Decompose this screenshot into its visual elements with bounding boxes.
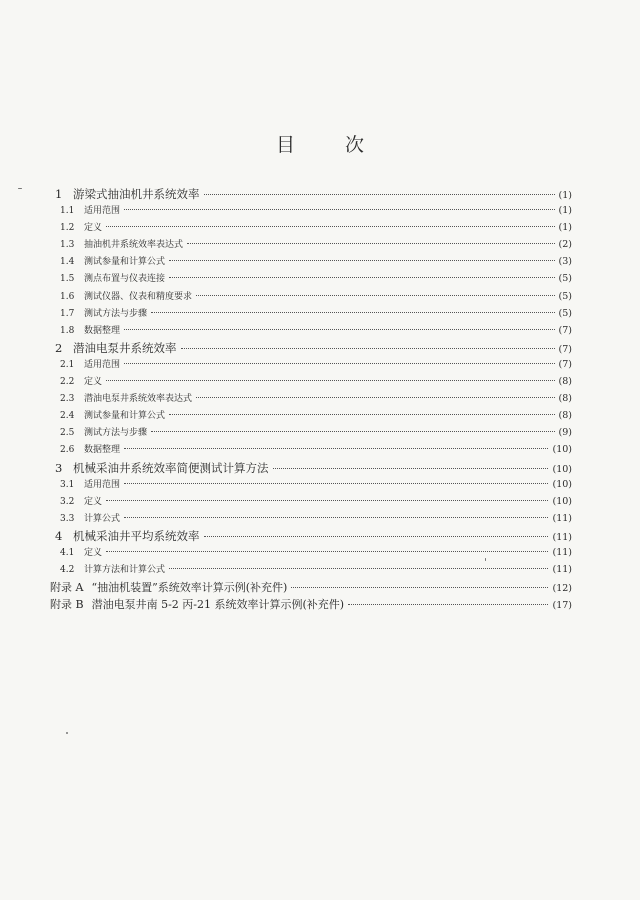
toc-entry-number: 3 <box>55 460 63 475</box>
title-char-2: 次 <box>345 134 365 156</box>
toc-section-entry <box>50 237 572 254</box>
toc-entry-title: 适用范围 <box>84 359 121 370</box>
toc-entry-number: 2.6 <box>60 445 75 456</box>
toc-entry-number: 1.6 <box>60 291 75 302</box>
toc-entry-title: 定义 <box>84 377 103 388</box>
dot-leader <box>181 348 555 349</box>
toc-entry-number: 附录 B <box>50 598 84 612</box>
toc-entry-page-number: (5) <box>558 307 572 319</box>
toc-entry-number: 4.1 <box>60 547 75 558</box>
toc-entry-page-number: (8) <box>558 393 572 405</box>
toc-entry-page-number: (7) <box>558 358 572 370</box>
toc-entry-page-number: (11) <box>552 531 572 543</box>
dot-leader <box>106 226 555 227</box>
toc-section-entry <box>50 494 572 511</box>
toc-appendix-entry <box>50 579 572 596</box>
dot-leader <box>187 243 555 244</box>
dot-leader <box>151 431 555 432</box>
dot-leader <box>196 295 555 296</box>
toc-entry-page-number: (2) <box>558 239 572 251</box>
dot-leader <box>124 448 548 449</box>
toc-entry-number: 2.4 <box>60 411 75 422</box>
toc-section-entry <box>50 391 572 408</box>
toc-section-entry <box>50 323 572 340</box>
toc-entry-title: 潜油电泵井南 5-2 丙-21 系统效率计算示例(补充件) <box>91 598 345 612</box>
toc-section-entry <box>50 477 572 494</box>
toc-entry-number: 3.3 <box>60 513 75 524</box>
toc-entry-page-number: (5) <box>558 273 572 285</box>
toc-entry-page-number: (1) <box>558 190 572 201</box>
toc-section-entry <box>50 562 572 579</box>
toc-entry-number: 3.2 <box>60 496 75 507</box>
dot-leader <box>273 468 549 469</box>
toc-entry-title: 计算公式 <box>84 513 121 524</box>
toc-section-entry <box>50 442 572 459</box>
toc-entry-title: 测点布置与仪表连接 <box>84 274 166 285</box>
toc-appendix-entry <box>50 596 572 613</box>
dot-leader <box>169 260 555 261</box>
toc-entry-title: 机械采油井平均系统效率 <box>73 528 200 543</box>
dot-leader <box>196 397 555 398</box>
toc-section-entry <box>50 203 572 220</box>
toc-entry-title: 潜油电泵井系统效率表达式 <box>84 394 193 405</box>
toc-entry-title: 测试参量和计算公式 <box>84 257 166 268</box>
toc-entry-page-number: (10) <box>552 495 572 507</box>
dot-leader <box>204 536 549 537</box>
dot-leader <box>106 380 555 381</box>
toc-entry-page-number: (12) <box>552 583 572 595</box>
toc-entry-title: 测试参量和计算公式 <box>84 411 166 422</box>
dot-leader <box>106 500 548 501</box>
page-title <box>0 130 640 157</box>
toc-section-entry <box>50 408 572 425</box>
toc-entry-page-number: (11) <box>552 564 572 576</box>
toc-entry-page-number: (10) <box>552 478 572 490</box>
toc-section-entry <box>50 220 572 237</box>
toc-entry-title: 计算方法和计算公式 <box>84 565 166 576</box>
toc-entry-number: 1.2 <box>60 223 75 234</box>
toc-entry-number: 2 <box>55 340 63 355</box>
toc-entry-title: 数据整理 <box>84 325 121 336</box>
toc-section-entry <box>50 374 572 391</box>
toc-section-entry <box>50 545 572 562</box>
toc-entry-page-number: (10) <box>552 463 572 475</box>
toc-entry-number: 4 <box>55 528 63 543</box>
toc-entry-title: 测试方法与步骤 <box>84 308 148 319</box>
toc-entry-page-number: (3) <box>558 256 572 268</box>
toc-section-entry <box>50 254 572 271</box>
dot-leader <box>124 329 555 330</box>
dot-leader <box>169 568 548 569</box>
dot-leader <box>124 363 555 364</box>
toc-entry-title: 机械采油井系统效率简便测试计算方法 <box>73 460 269 475</box>
toc-entry-page-number: (8) <box>558 410 572 422</box>
toc-chapter-entry <box>50 186 572 203</box>
toc-entry-title: 测试方法与步骤 <box>84 428 148 439</box>
toc-entry-title: 定义 <box>84 496 103 507</box>
toc-section-entry <box>50 357 572 374</box>
toc-entry-title: 游梁式抽油机井系统效率 <box>73 187 200 201</box>
toc-entry-page-number: (8) <box>558 376 572 388</box>
toc-chapter-entry <box>50 460 572 477</box>
dot-leader <box>124 483 548 484</box>
toc-entry-number: 4.2 <box>60 565 75 576</box>
toc-entry-number: 1.1 <box>60 206 75 217</box>
toc-entry-page-number: (1) <box>558 222 572 234</box>
toc-entry-number: 1.3 <box>60 240 75 251</box>
toc-entry-number: 1.5 <box>60 274 75 285</box>
toc-entry-number: 2.2 <box>60 377 75 388</box>
toc-entry-number: 2.5 <box>60 428 75 439</box>
toc-entry-title: 适用范围 <box>84 479 121 490</box>
scan-mark <box>485 558 486 561</box>
toc-chapter-entry <box>50 528 572 545</box>
toc-entry-number: 附录 A <box>50 581 84 595</box>
toc-entry-title: 测试仪器、仪表和精度要求 <box>84 291 193 302</box>
table-of-contents <box>50 186 572 613</box>
dot-leader <box>291 587 548 588</box>
toc-entry-number: 3.1 <box>60 479 75 490</box>
toc-entry-page-number: (17) <box>552 600 572 612</box>
dot-leader <box>169 277 555 278</box>
scan-mark <box>18 188 22 189</box>
dot-leader <box>204 194 555 195</box>
toc-entry-title: 定义 <box>84 223 103 234</box>
toc-section-entry <box>50 289 572 306</box>
toc-section-entry <box>50 425 572 442</box>
toc-section-entry <box>50 511 572 528</box>
toc-entry-page-number: (11) <box>552 546 572 558</box>
dot-leader <box>151 312 555 313</box>
toc-entry-page-number: (5) <box>558 290 572 302</box>
toc-entry-number: 1 <box>55 187 63 201</box>
toc-section-entry <box>50 306 572 323</box>
toc-entry-number: 1.8 <box>60 325 75 336</box>
toc-entry-page-number: (1) <box>558 205 572 217</box>
toc-entry-title: 适用范围 <box>84 206 121 217</box>
dot-leader <box>124 209 555 210</box>
scan-mark <box>66 732 68 734</box>
toc-section-entry <box>50 271 572 288</box>
toc-entry-page-number: (11) <box>552 512 572 524</box>
toc-entry-title: 数据整理 <box>84 445 121 456</box>
toc-entry-number: 1.7 <box>60 308 75 319</box>
dot-leader <box>348 604 548 605</box>
toc-entry-number: 1.4 <box>60 257 75 268</box>
toc-entry-title: “抽油机装置”系统效率计算示例(补充件) <box>91 581 288 595</box>
toc-chapter-entry <box>50 340 572 357</box>
dot-leader <box>169 414 555 415</box>
toc-entry-page-number: (7) <box>558 324 572 336</box>
title-char-1: 目 <box>275 134 295 156</box>
toc-entry-page-number: (9) <box>558 427 572 439</box>
toc-entry-title: 抽油机井系统效率表达式 <box>84 240 184 251</box>
toc-entry-title: 定义 <box>84 547 103 558</box>
toc-entry-number: 2.3 <box>60 394 75 405</box>
toc-entry-title: 潜油电泵井系统效率 <box>73 340 177 355</box>
dot-leader <box>124 517 548 518</box>
toc-entry-number: 2.1 <box>60 359 75 370</box>
toc-entry-page-number: (7) <box>558 343 572 355</box>
toc-entry-page-number: (10) <box>552 444 572 456</box>
dot-leader <box>106 551 548 552</box>
